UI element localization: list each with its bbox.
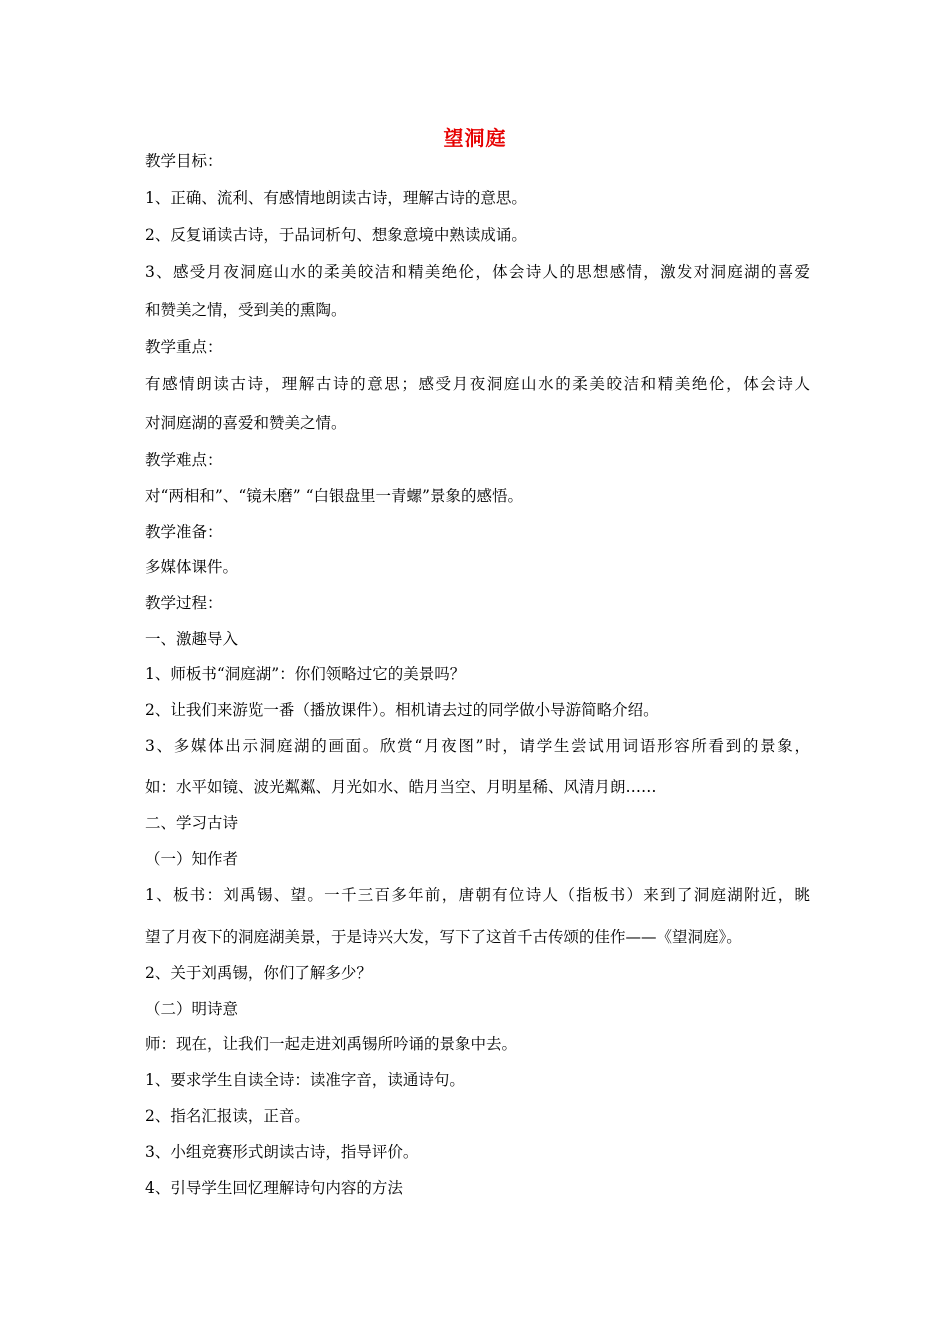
text-line: 2、指名汇报读，正音。 xyxy=(145,1107,310,1125)
text-line: 对洞庭湖的喜爱和赞美之情。 xyxy=(145,414,347,432)
text-line: 多媒体课件。 xyxy=(145,558,239,576)
text-line: 1、要求学生自读全诗：读准字音，读通诗句。 xyxy=(145,1071,465,1089)
text-line: 一、激趣导入 xyxy=(145,630,239,648)
text-line: 2、反复诵读古诗，于品词析句、想象意境中熟读成诵。 xyxy=(145,226,527,244)
text-line: 对“两相和”、“镜未磨” “白银盘里一青螺”景象的感悟。 xyxy=(145,487,523,505)
text-line: 3、小组竞赛形式朗读古诗，指导评价。 xyxy=(145,1143,419,1161)
text-line: 教学过程： xyxy=(145,594,223,612)
text-line: 1、师板书“洞庭湖”：你们领略过它的美景吗？ xyxy=(145,665,466,683)
text-line: 和赞美之情，受到美的熏陶。 xyxy=(145,301,347,319)
text-line: 1、板书：刘禹锡、望。一千三百多年前，唐朝有位诗人（指板书）来到了洞庭湖附近，眺 xyxy=(145,886,810,904)
text-line: 望了月夜下的洞庭湖美景，于是诗兴大发，写下了这首千古传颂的佳作——《望洞庭》。 xyxy=(145,928,742,946)
text-line: 教学重点： xyxy=(145,338,223,356)
text-line: 教学目标： xyxy=(145,152,223,170)
text-line: 3、多媒体出示洞庭湖的画面。欣赏“月夜图”时，请学生尝试用词语形容所看到的景象， xyxy=(145,737,810,755)
text-line: 1、正确、流利、有感情地朗读古诗，理解古诗的意思。 xyxy=(145,189,527,207)
text-line: 3、感受月夜洞庭山水的柔美皎洁和精美绝伦，体会诗人的思想感情，激发对洞庭湖的喜爱 xyxy=(145,263,810,281)
text-line: （二）明诗意 xyxy=(145,1000,239,1018)
text-line: 教学准备： xyxy=(145,523,223,541)
text-line: 4、引导学生回忆理解诗句内容的方法 xyxy=(145,1179,403,1197)
text-line: 教学难点： xyxy=(145,451,223,469)
text-line: （一）知作者 xyxy=(145,850,239,868)
text-line: 有感情朗读古诗，理解古诗的意思；感受月夜洞庭山水的柔美皎洁和精美绝伦，体会诗人 xyxy=(145,375,810,393)
text-line: 2、让我们来游览一番（播放课件）。相机请去过的同学做小导游简略介绍。 xyxy=(145,701,659,719)
text-line: 师：现在，让我们一起走进刘禹锡所吟诵的景象中去。 xyxy=(145,1035,518,1053)
text-line: 如：水平如镜、波光粼粼、月光如水、皓月当空、月明星稀、风清月朗…… xyxy=(145,778,657,796)
document-title: 望洞庭 xyxy=(443,126,507,150)
text-line: 二、学习古诗 xyxy=(145,814,239,832)
text-line: 2、关于刘禹锡，你们了解多少？ xyxy=(145,964,372,982)
